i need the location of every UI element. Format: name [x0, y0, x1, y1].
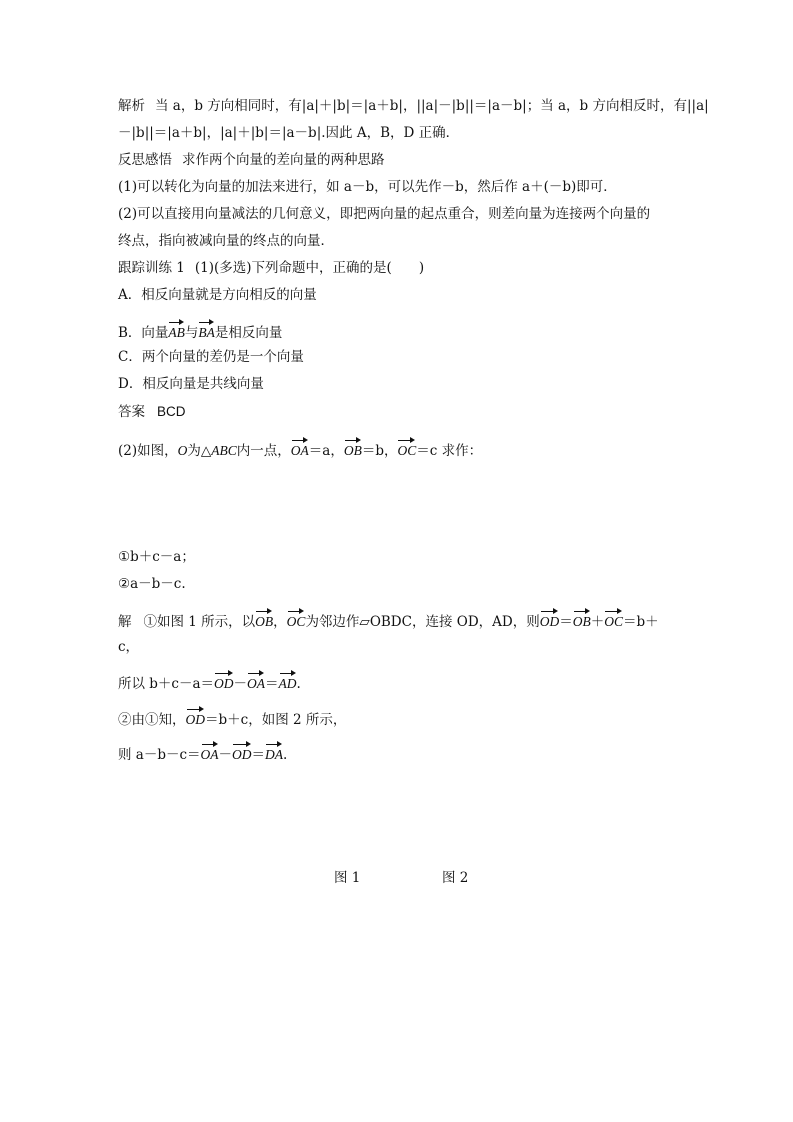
vector-od: OD	[540, 610, 560, 631]
part2-question	[118, 439, 482, 460]
solution-line-3	[118, 708, 346, 729]
eq-b: ＝b，	[361, 443, 398, 459]
option-b-mid: 与	[184, 325, 199, 341]
reflection-point-2b: 终点，指向被减向量的终点的向量．	[118, 233, 334, 249]
triangle-abc: ABC	[211, 443, 237, 458]
reflection-title: 求作两个向量的差向量的两种思路	[182, 152, 385, 168]
option-b-prefix: B．向量	[118, 325, 169, 341]
solution-s3-prefix: ②由①知，	[118, 712, 186, 728]
solution-line-1-wrap: c，	[118, 639, 140, 655]
analysis-label: 解析	[118, 98, 145, 114]
answer-value: BCD	[157, 404, 186, 419]
eq-c: ＝c 求作：	[416, 443, 483, 459]
vector-od-2: OD	[214, 672, 234, 693]
vector-od-3: OD	[186, 708, 206, 729]
vector-ob-3: OB	[573, 610, 591, 631]
part2-item-1: ①b＋c－a；	[118, 549, 195, 565]
solution-line-4	[118, 743, 287, 764]
vector-oc-3: OC	[604, 610, 623, 631]
vector-oc-2: OC	[287, 610, 306, 631]
vector-oa-3: OA	[201, 743, 219, 764]
analysis-line-1	[118, 97, 709, 115]
eq-a: ＝a，	[308, 443, 344, 459]
solution-s3-suffix: ＝b＋c，如图 2 所示，	[205, 712, 347, 728]
vector-od-4: OD	[232, 743, 252, 764]
equals-3: ＝	[251, 747, 266, 763]
equals-2: ＝	[265, 676, 279, 692]
vector-ad: AD	[279, 672, 297, 693]
minus-2: －	[218, 747, 233, 763]
vector-ob: OB	[344, 439, 362, 460]
option-a: A．相反向量就是方向相反的向量	[118, 287, 317, 303]
solution-s1-prefix: ①如图 1 所示，以	[143, 614, 256, 630]
part2-prefix: (2)如图，	[118, 443, 178, 459]
answer-label: 答案	[118, 404, 145, 420]
reflection-point-1: (1)可以转化为向量的加法来进行，如 a－b，可以先作－b，然后作 a＋(－b)即可．	[118, 179, 617, 195]
exercise-heading	[118, 259, 424, 277]
exercise-question: (1)(多选)下列命题中，正确的是( )	[194, 260, 425, 276]
figure-2-caption: 图 2	[442, 870, 469, 886]
solution-label: 解	[118, 614, 132, 630]
option-b	[118, 321, 282, 342]
solution-line-2	[118, 672, 301, 693]
minus: －	[233, 676, 248, 692]
solution-line-1	[118, 610, 659, 631]
part2-mid: 为△	[187, 443, 212, 459]
plus: ＋	[590, 614, 605, 630]
period: .	[296, 676, 301, 692]
vector-ba: BA	[198, 321, 215, 342]
option-b-suffix: 是相反向量	[214, 325, 283, 341]
vector-oa-2: OA	[247, 672, 265, 693]
solution-s2-prefix: 所以 b＋c－a＝	[118, 676, 215, 692]
answer-line	[118, 403, 186, 421]
analysis-line-2: －|b||＝|a＋b|，|a|＋|b|＝|a－b|.因此 A，B，D 正确．	[118, 125, 460, 141]
reflection-heading	[118, 151, 385, 169]
vector-oc: OC	[397, 439, 416, 460]
reflection-point-2a: (2)可以直接用向量减法的几何意义，即把两向量的起点重合，则差向量为连接两个向量的	[118, 206, 651, 222]
option-c: C．两个向量的差仍是一个向量	[118, 349, 304, 365]
period-2: .	[283, 747, 288, 763]
solution-s4-prefix: 则 a－b－c＝	[118, 747, 201, 763]
reflection-label: 反思感悟	[118, 152, 172, 168]
vector-ab: AB	[168, 321, 185, 342]
option-d: D．相反向量是共线向量	[118, 376, 264, 392]
solution-s1-mid: 为邻边作▱OBDC，连接 OD，AD，则	[305, 614, 540, 630]
equals: ＝	[559, 614, 573, 630]
exercise-label: 跟踪训练 1	[118, 260, 185, 276]
vector-da: DA	[265, 743, 283, 764]
part2-mid2: 内一点，	[236, 443, 291, 459]
comma: ，	[273, 614, 287, 630]
point-o: O	[177, 443, 188, 458]
vector-oa: OA	[291, 439, 309, 460]
vector-ob-2: OB	[255, 610, 273, 631]
part2-item-2: ②a－b－c.	[118, 576, 186, 592]
solution-s1-tail: ＝b＋	[622, 614, 659, 630]
analysis-text-1: 当 a，b 方向相同时，有|a|＋|b|＝|a＋b|，||a|－|b||＝|a－b|；当 a，b 方向相反时，有||a|	[155, 98, 709, 114]
figure-1-caption: 图 1	[334, 870, 361, 886]
